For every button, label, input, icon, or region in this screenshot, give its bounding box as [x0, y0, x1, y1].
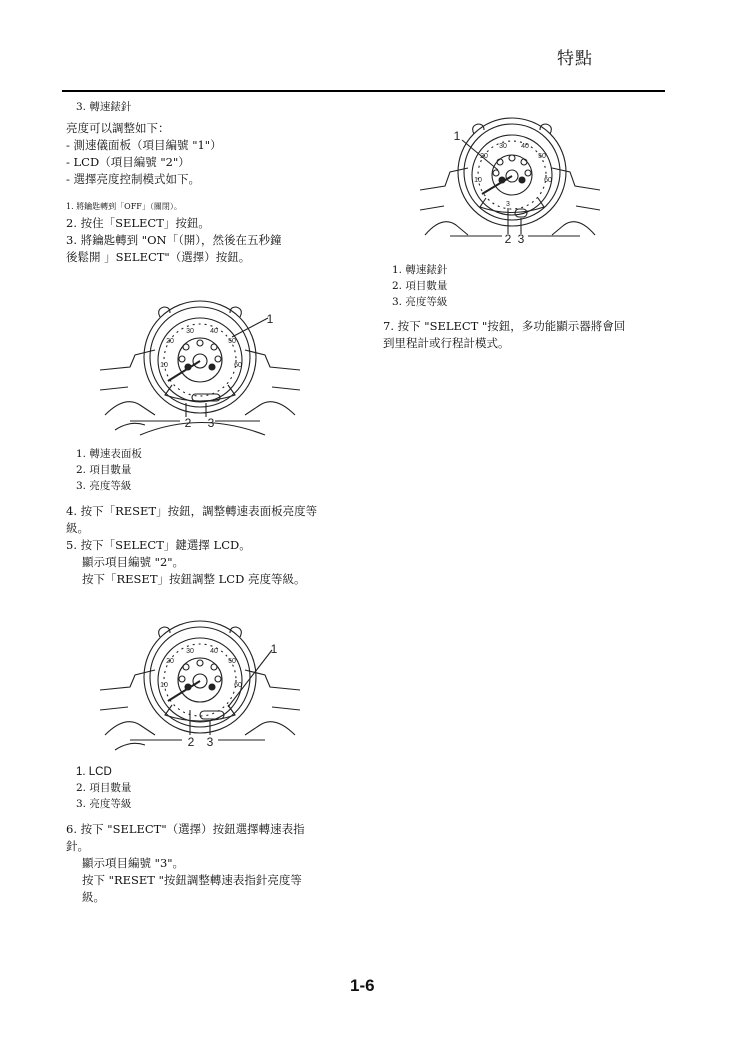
step-7-block [383, 318, 625, 352]
callout-1: 1 [270, 642, 278, 656]
gauge-tick-50: 50 [228, 338, 236, 345]
legend-item: 1. 轉速表面板 [76, 448, 142, 460]
gauge-tick-10: 10 [474, 177, 482, 184]
legend-item: 3. 亮度等級 [392, 296, 448, 308]
callout-3: 3 [206, 735, 214, 749]
callout-3: 3 [517, 232, 525, 246]
gauge-tick-20: 20 [166, 658, 174, 665]
gauge-tick-60: 60 [234, 682, 242, 689]
callout-2: 2 [184, 416, 192, 430]
gauge-tick-20: 20 [166, 338, 174, 345]
gauge-tick-10: 10 [160, 682, 168, 689]
legend-item: 2. 項目數量 [76, 464, 132, 476]
step-1: 1. 將鑰匙轉到「OFF」（關閉）。 [66, 202, 182, 211]
section-title: 特點 [557, 49, 593, 69]
callout-3: 3 [207, 416, 215, 430]
step-3-cont: 後鬆開 」SELECT"（選擇）按鈕。 [66, 250, 251, 264]
step-3: 3. 將鑰匙轉到 "ON「（開），然後在五秒鐘 [66, 233, 282, 247]
gauge-tick-30: 30 [186, 648, 194, 655]
gauge-tick-20: 20 [480, 153, 488, 160]
legend-item: 1. 轉速錶針 [392, 264, 448, 276]
step-6: 6. 按下 "SELECT"（選擇）按鈕選擇轉速表指 [66, 822, 305, 836]
steps-block-c [66, 821, 305, 906]
step-4-cont: 級。 [66, 521, 89, 535]
page-number: 1-6 [350, 976, 375, 995]
legend-item: 2. 項目數量 [392, 280, 448, 292]
gauge-tick-10: 10 [160, 362, 168, 369]
gauge-tick-40: 40 [521, 143, 529, 150]
figure2-legend [76, 764, 131, 812]
step-4: 4. 按下「RESET」按鈕，調整轉速表面板亮度等 [66, 504, 318, 518]
speedometer-figure-lcd [100, 615, 300, 755]
step-6-cont: 針。 [66, 839, 89, 853]
intro-line: 亮度可以調整如下： [66, 121, 170, 135]
step-5: 5. 按下「SELECT」鍵選擇 LCD。 [66, 538, 251, 552]
step-6-detail: 按下 "RESET "按鈕調整轉速表指針亮度等 [82, 873, 302, 887]
gauge-tick-60: 60 [544, 177, 552, 184]
speedometer-figure-needle [420, 110, 600, 255]
lcd-digit: 3 [506, 201, 510, 208]
gauge-tick-30: 30 [499, 143, 507, 150]
section-heading: 3. 轉速錶針 [76, 101, 132, 113]
figure1-legend [76, 446, 142, 494]
gauge-tick-60: 60 [234, 362, 242, 369]
callout-2: 2 [187, 735, 195, 749]
callout-1: 1 [453, 129, 461, 143]
steps-block-b [66, 503, 317, 588]
step-5-detail: 顯示項目編號 "2"。 [82, 555, 185, 569]
gauge-tick-50: 50 [228, 658, 236, 665]
legend-item: 2. 項目數量 [76, 782, 132, 794]
intro-block [66, 120, 222, 188]
intro-line: - 測速儀面板（項目編號 "1"） [66, 138, 222, 152]
gauge-tick-40: 40 [210, 328, 218, 335]
step-5-detail: 按下「RESET」按鈕調整 LCD 亮度等級。 [82, 572, 306, 586]
gauge-tick-30: 30 [186, 328, 194, 335]
callout-1: 1 [266, 312, 274, 326]
step-7-cont: 到里程計或行程計模式。 [383, 336, 510, 350]
speedometer-figure-panel [100, 295, 300, 440]
gauge-tick-50: 50 [538, 153, 546, 160]
intro-line: - LCD（項目編號 "2"） [66, 155, 190, 169]
step-2: 2. 按住「SELECT」按鈕。 [66, 216, 210, 230]
legend-item: 3. 亮度等級 [76, 480, 132, 492]
legend-item: 1. LCD [76, 766, 112, 778]
intro-line: - 選擇亮度控制模式如下。 [66, 172, 201, 186]
gauge-tick-40: 40 [210, 648, 218, 655]
header-rule [62, 90, 665, 92]
step-7: 7. 按下 "SELECT "按鈕，多功能顯示器將會回 [383, 319, 626, 333]
step-6-detail: 級。 [82, 890, 105, 904]
callout-2: 2 [504, 232, 512, 246]
step-6-detail: 顯示項目編號 "3"。 [82, 856, 185, 870]
legend-item: 3. 亮度等級 [76, 798, 132, 810]
figure3-legend [392, 262, 447, 310]
steps-block-a [66, 215, 282, 266]
